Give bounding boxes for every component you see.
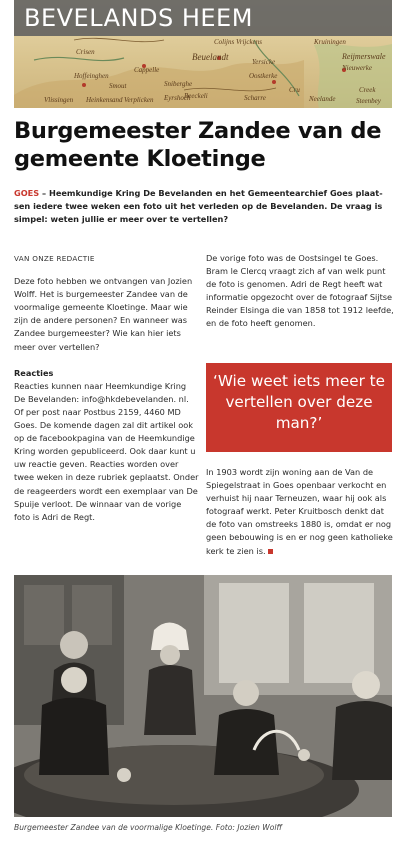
article-headline: Burgemeester Zandee van de gemeente Kloetinge xyxy=(14,118,382,172)
map-label: Nieuwerke xyxy=(342,64,372,72)
lead-text: – Heemkundige Kring De Bevelanden en het Gemeentearchief Goes plaat-sen iedere twee weken een foto uit het verleden op de Bevelanden. De vraag is simpel: weten jullie er meer over te vertellen? xyxy=(14,188,383,224)
lead-dateline: GOES xyxy=(14,188,40,198)
map-label: Sniberghe xyxy=(164,80,193,88)
map-label: Eyrshoch xyxy=(164,94,191,102)
map-label: Cappelle xyxy=(134,66,160,74)
left-column xyxy=(14,252,199,524)
body-text: In 1903 wordt zijn woning aan de Van de Spiegelstraat in Goes openbaar verkocht en verhuist hij naar Terneuzen, waar hij ook als fotograaf werkt. Peter Kruitbosch denkt dat de foto van omstreeks 1880 is, omdat er nog geen bebouwing is en er nog geen katholieke kerk te zien is. xyxy=(206,467,393,556)
map-label: Kruiningen xyxy=(314,38,346,46)
map-label: Verplicken xyxy=(124,96,154,104)
byline: VAN ONZE REDACTIE xyxy=(14,254,95,263)
map-label: Vrijckens xyxy=(236,38,262,46)
map-label: Scharre xyxy=(244,94,266,102)
right-column-continued xyxy=(206,466,394,558)
body-paragraph: De vorige foto was de Oostsingel te Goes. Bram le Clercq vraagt zich af van welk punt de foto is genomen. Adri de Regt heeft wat informatie opgezocht over de fotograaf Sijtse Reinder Elsinga die van 1858 tot 1912 leefde, en de foto heeft genomen. xyxy=(206,253,394,329)
map-label: Cru xyxy=(289,86,300,94)
map-label: Beeckeli xyxy=(184,92,208,100)
map-label: Crisen xyxy=(76,48,95,56)
right-column xyxy=(206,252,394,331)
map-label: Creek xyxy=(359,86,376,94)
map-label: Oostkerke xyxy=(249,72,278,80)
section-title: BEVELANDS HEEM xyxy=(24,4,253,32)
photo-group-at-table-icon xyxy=(14,575,392,817)
map-label: Vlissingen xyxy=(44,96,74,104)
map-label: Heinkensand xyxy=(86,96,123,104)
article-lead xyxy=(14,187,392,226)
end-mark-icon xyxy=(268,549,273,554)
body-paragraph: Deze foto hebben we ontvangen van Jozien Wolff. Het is burgemeester Zandee van de voormalige gemeente Kloetinge. Maar wie zijn de andere personen? En wanneer was Zandee burgemeester? Wie kan hier iets meer over vertellen? xyxy=(14,276,193,352)
pull-quote: ‘Wie weet iets meer te vertellen over deze man?’ xyxy=(206,363,392,452)
photo-caption: Burgemeester Zandee van de voormalige Kloetinge. Foto: Jozien Wolff xyxy=(14,823,282,832)
map-label: Steenbey xyxy=(356,97,381,105)
subheading-reacties: Reacties xyxy=(14,367,54,378)
map-label: Yersicke xyxy=(252,58,276,66)
map-label: Colijns xyxy=(214,38,235,46)
map-label: Hoffeinghen xyxy=(74,72,109,80)
map-label: Neelande xyxy=(309,95,336,103)
masthead-banner xyxy=(14,0,392,108)
body-paragraph xyxy=(206,466,394,558)
historic-photo xyxy=(14,575,392,817)
body-paragraph: Reacties kunnen naar Heemkundige Kring De Bevelanden: info@hkdebevelanden. nl. Of per post naar Postbus 2159, 4460 MD Goes. De komende dagen zal dit artikel ook op de facebookpagina van de Heemkundige Kring worden gepubliceerd. Ook daar kunt u uw reactie geven. Reacties worden over twee weken in deze rubriek geplaatst. Onder de reageerders wordt een exemplaar van De Spuije verloot. De winnaar van de vorige foto is Adri de Regt. xyxy=(14,380,199,522)
map-label: Reijmerswale xyxy=(342,52,386,61)
map-label: Smout xyxy=(109,82,127,90)
map-label: Beuelandt xyxy=(192,52,229,62)
